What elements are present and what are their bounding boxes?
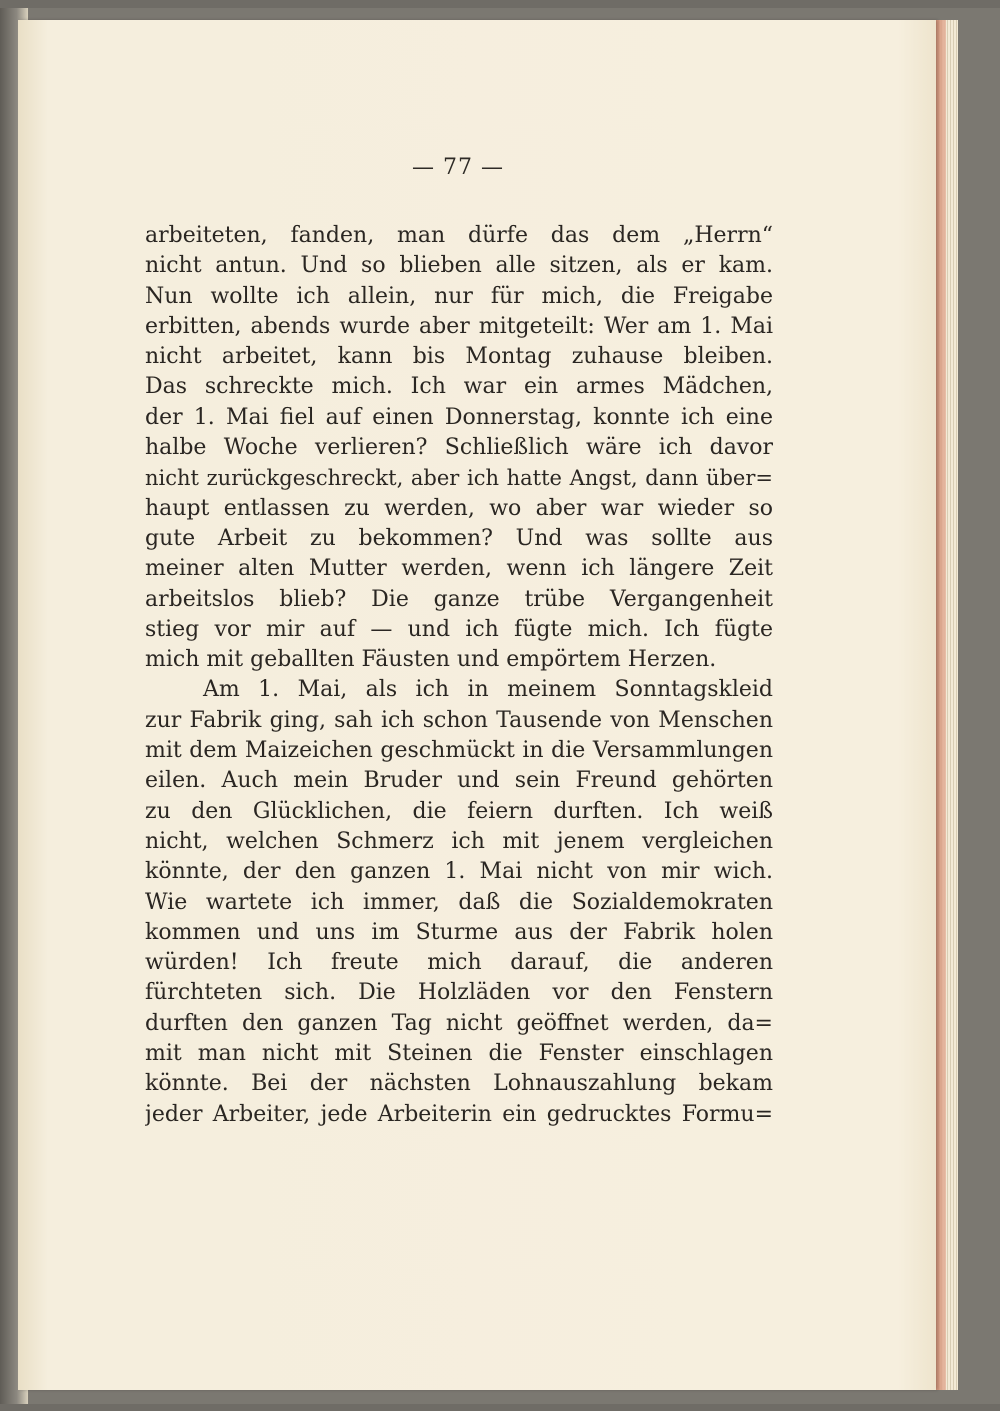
text-line: nicht antun. Und so blieben alle sitzen, als er kam. — [145, 253, 773, 279]
text-line: nicht, welchen Schmerz ich mit jenem vergleichen — [145, 828, 773, 854]
text-line: mit man nicht mit Steinen die Fenster einschlagen — [145, 1041, 773, 1067]
book-page — [18, 20, 936, 1390]
text-line: zur Fabrik ging, sah ich schon Tausende von Menschen — [145, 707, 773, 733]
text-line: jeder Arbeiter, jede Arbeiterin ein gedrucktes Formu= — [145, 1101, 773, 1127]
text-line: stieg vor mir auf — und ich fügte mich. Ich fügte — [145, 616, 773, 642]
text-line: gute Arbeit zu bekommen? Und was sollte aus — [145, 525, 773, 551]
text-line: Nun wollte ich allein, nur für mich, die Freigabe — [145, 283, 773, 309]
text-line: meiner alten Mutter werden, wenn ich längere Zeit — [145, 556, 773, 582]
text-line: halbe Woche verlieren? Schließlich wäre ich davor — [145, 435, 773, 461]
text-line: fürchteten sich. Die Holzläden vor den Fenstern — [145, 980, 773, 1006]
text-line: eilen. Auch mein Bruder und sein Freund gehörten — [145, 768, 773, 794]
text-line: kommen und uns im Sturme aus der Fabrik holen — [145, 919, 773, 945]
text-line: Wie wartete ich immer, daß die Sozialdemokraten — [145, 889, 773, 915]
text-line: haupt entlassen zu werden, wo aber war wieder so — [145, 495, 773, 521]
text-line: Das schreckte mich. Ich war ein armes Mädchen, — [145, 374, 773, 400]
text-line: könnte, der den ganzen 1. Mai nicht von mir wich. — [145, 859, 773, 885]
text-line: Am 1. Mai, als ich in meinem Sonntagskleid — [203, 677, 773, 703]
text-line: mich mit geballten Fäusten und empörtem Herzen. — [145, 647, 717, 673]
text-line: könnte. Bei der nächsten Lohnauszahlung bekam — [145, 1071, 773, 1097]
text-line: der 1. Mai fiel auf einen Donnerstag, konnte ich eine — [145, 404, 773, 430]
text-line: erbitten, abends wurde aber mitgeteilt: Wer am 1. Mai — [145, 313, 773, 339]
page-body-text — [145, 221, 773, 1130]
text-line: durften den ganzen Tag nicht geöffnet werden, da= — [145, 1010, 773, 1036]
text-line: arbeitslos blieb? Die ganze trübe Vergangenheit — [145, 586, 773, 612]
text-line: mit dem Maizeichen geschmückt in die Versammlungen — [145, 738, 773, 764]
text-line: arbeiteten, fanden, man dürfe das dem „Herrn“ — [145, 223, 773, 248]
text-line: würden! Ich freute mich darauf, die anderen — [145, 950, 773, 976]
page-number: — 77 — — [412, 155, 504, 180]
text-line: zu den Glücklichen, die feiern durften. Ich weiß — [145, 798, 773, 824]
text-line: nicht zurückgeschreckt, aber ich hatte Angst, dann über= — [145, 466, 773, 491]
text-line: nicht arbeitet, kann bis Montag zuhause bleiben. — [145, 344, 773, 370]
